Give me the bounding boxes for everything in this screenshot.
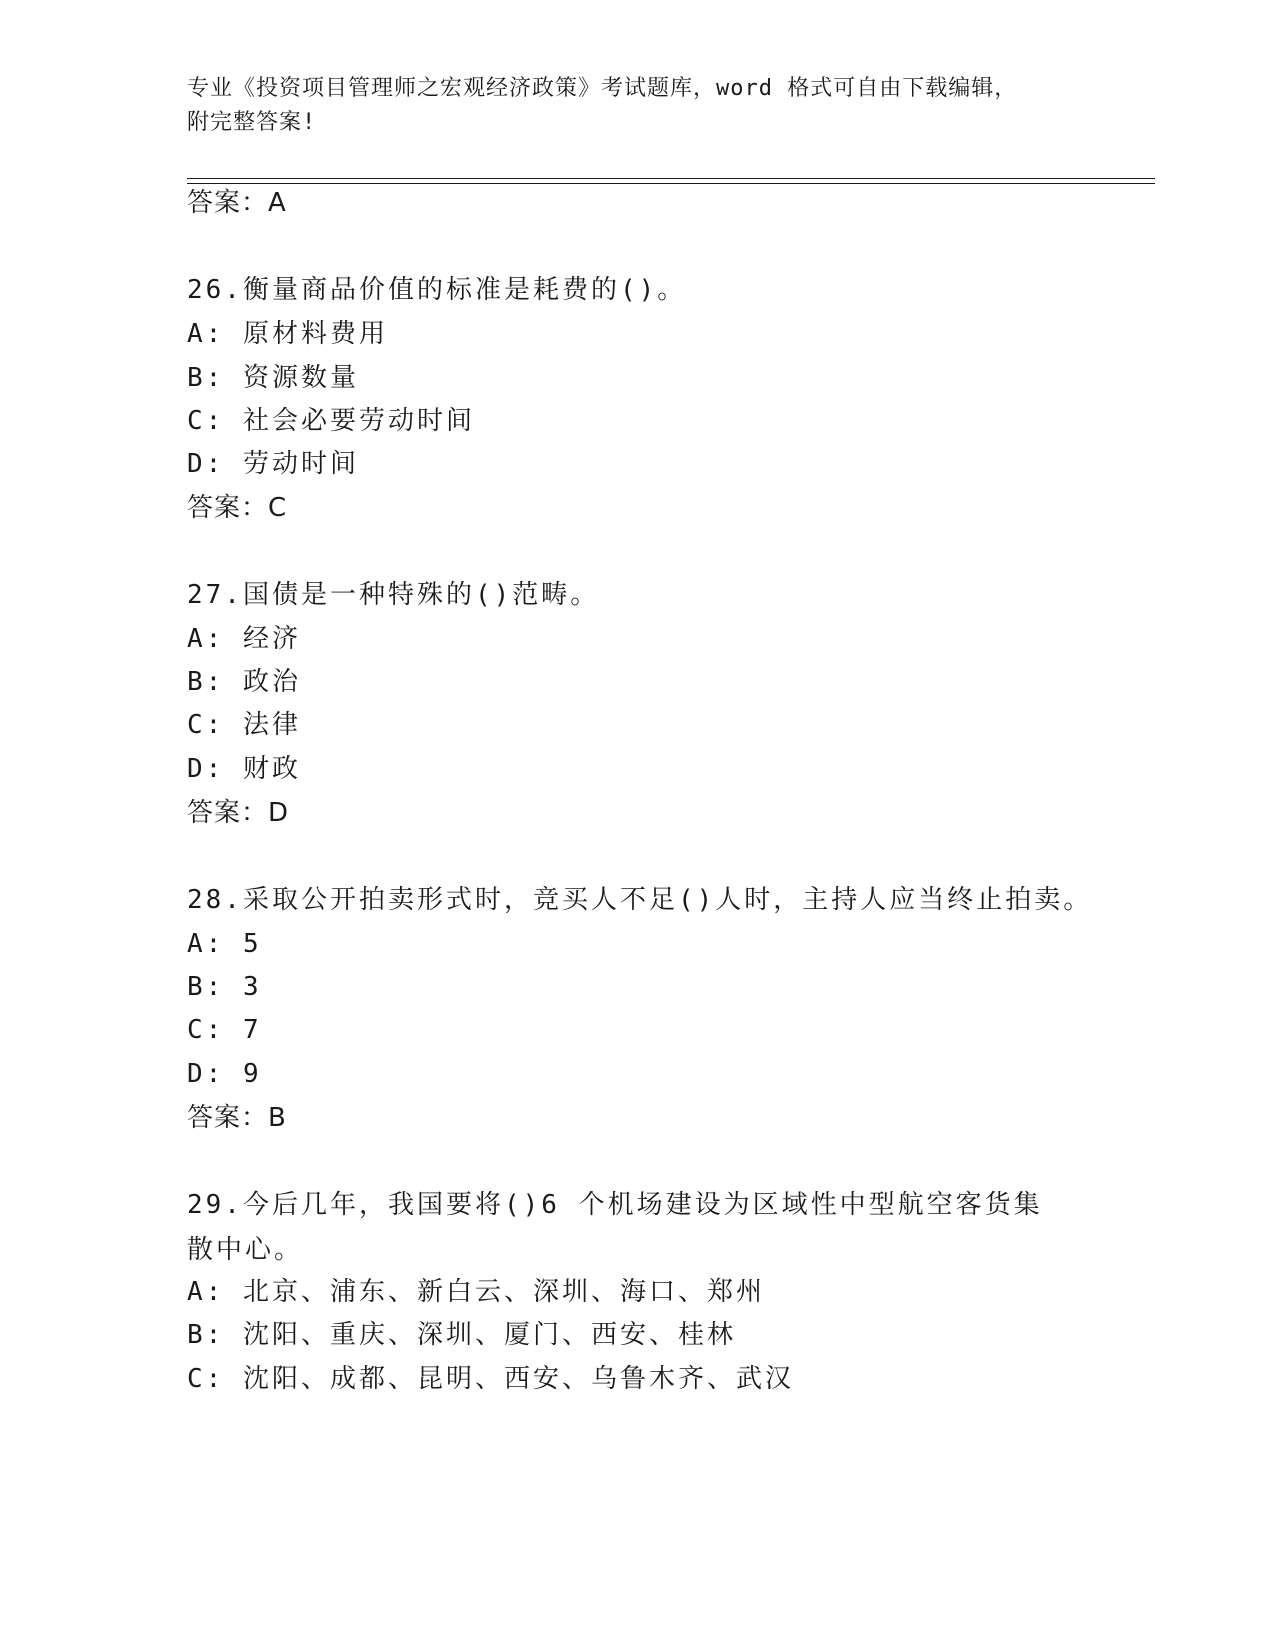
header-divider-bottom xyxy=(187,183,1155,184)
option-d-27: D: 财政 xyxy=(187,754,301,784)
option-b-26: B: 资源数量 xyxy=(187,363,359,393)
option-c-27: C: 法律 xyxy=(187,710,301,740)
question-stem-27: 27.国债是一种特殊的()范畴。 xyxy=(187,580,600,610)
option-b-28: B: 3 xyxy=(187,972,262,1002)
option-b-27: B: 政治 xyxy=(187,667,301,697)
option-c-29: C: 沈阳、成都、昆明、西安、乌鲁木齐、武汉 xyxy=(187,1364,794,1394)
answer-26: 答案：C xyxy=(187,493,288,523)
header-line-1: 专业《投资项目管理师之宏观经济政策》考试题库，word 格式可自由下载编辑， xyxy=(187,76,1018,101)
answer-28: 答案：B xyxy=(187,1103,287,1133)
option-c-26: C: 社会必要劳动时间 xyxy=(187,406,475,436)
option-a-26: A: 原材料费用 xyxy=(187,319,388,349)
option-a-27: A: 经济 xyxy=(187,624,301,654)
question-stem-29: 29.今后几年，我国要将()6 个机场建设为区域性中型航空客货集散中心。 xyxy=(187,1190,1043,1265)
option-a-28: A: 5 xyxy=(187,929,262,959)
option-a-29: A: 北京、浦东、新白云、深圳、海口、郑州 xyxy=(187,1277,765,1307)
option-d-28: D: 9 xyxy=(187,1059,262,1089)
question-stem-26: 26.衡量商品价值的标准是耗费的()。 xyxy=(187,275,687,305)
question-stem-28: 28.采取公开拍卖形式时，竞买人不足()人时，主持人应当终止拍卖。 xyxy=(187,885,1093,915)
option-d-26: D: 劳动时间 xyxy=(187,449,359,479)
option-c-28: C: 7 xyxy=(187,1015,262,1045)
header-line-2: 附完整答案! xyxy=(187,110,317,135)
answer-27: 答案：D xyxy=(187,798,290,828)
header-divider-top xyxy=(187,178,1155,179)
option-b-29: B: 沈阳、重庆、深圳、厦门、西安、桂林 xyxy=(187,1320,736,1350)
document-header xyxy=(187,72,1067,140)
previous-answer: 答案：A xyxy=(187,188,287,218)
